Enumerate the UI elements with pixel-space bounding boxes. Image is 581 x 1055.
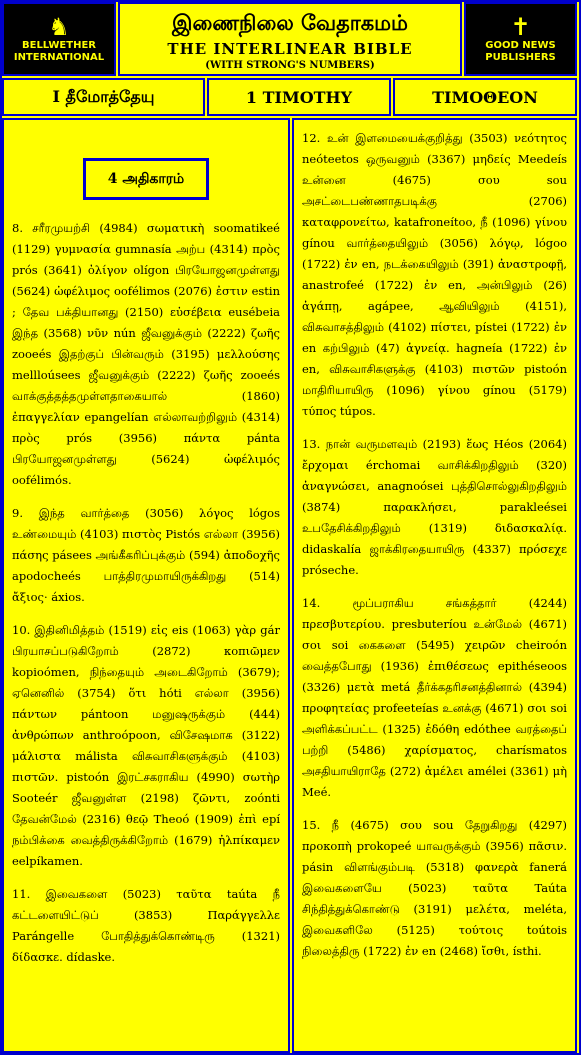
- cross-icon: ✝: [510, 13, 531, 41]
- verse-8: 8. சரீரமுயற்சி (4984) σωματικὴ soomatikeé (1129) γυμνασία gumnasía அற்ப (4314) πρὸς prós (3641) ὀλίγον olígon பிரயோஜனமுள்ளது (5624) ὠφέλιμος oofélimos (2076) ἐστιν estin ; தேவ பக்தியானது (2150) εὐσέβεια eusébeia இந்த (3568) νῦν nún ஜீவனுக்கும் (2222) ζωῆς zooeés இதற்குப் பின்வரும் (3195) μελλούσης mellloúsees ஜீவனுக்கும் (2222) ζωῆς zooeés வாக்குத்தத்தமுள்ளதாகையால் (1860) ἐπαγγελίαν epangelían எல்லாவற்றிலும் (4314) πρὸς prós (3956) πάντα pánta பிரயோஜனமுள்ளது (5624) ὠφέλιμός oofélimós.: [12, 221, 280, 487]
- verse-15: 15. நீ (4675) σου sou தேறுகிறது (4297) προκοπὴ prokopeé யாவருக்கும் (3956) πᾶσιν. pásin விளங்கும்படி (5318) φανερὰ fanerá இவைகளையே (5023) ταῦτα Taúta சிந்தித்துக்கொண்டு (3191) μελέτα, meléta, இவைகளிலே (5125) τούτοις toútois நிலைத்திரு (1722) ἐν en (2468) ἴσθι, ísthi.: [302, 818, 567, 958]
- book-name-tamil: I தீமோத்தேயு: [2, 78, 205, 116]
- title-english: THE INTERLINEAR BIBLE: [167, 40, 413, 58]
- good-news-logo: [464, 2, 577, 76]
- verse-9: 9. இந்த வார்த்தை (3056) λόγος lógos உண்மையும் (4103) πιστὸς Pistós எல்லா (3956) πάσης pásees அங்கீகரிப்புக்கும் (594) ἀποδοχῆς apodocheés பாத்திரமுமாயிருக்கிறது (514) ἄξιος· áxios.: [12, 506, 280, 604]
- title-subtitle: (WITH STRONG'S NUMBERS): [205, 60, 375, 71]
- left-column: [2, 118, 290, 1053]
- title-box: [118, 2, 462, 76]
- verse-13: 13. நான் வருமளவும் (2193) ἕως Héos (2064) ἔρχομαι érchomai வாசிக்கிறதிலும் (320) ἀναγνώσει, anagnoósei புத்திசொல்லுகிறதிலும் (3874) παρακλήσει, parakleései உபதேசிக்கிறதிலும் (1319) διδασκαλίᾳ. didaskalía ஜாக்கிரதையாயிரு (4337) πρόσεχε próseche.: [302, 437, 567, 577]
- verse-10: 10. இதினிமித்தம் (1519) εἰς eis (1063) γὰρ gár பிரயாசப்படுகிறோம் (2872) κοπιῶμεν kopioómen, நிந்தையும் அடைகிறோம் (3679); ஏனெனில் (3754) ὅτι hóti எல்லா (3956) πάντων pántoon மனுஷருக்கும் (444) ἀνθρώπων anthroópoon, விசேஷமாக (3122) μάλιστα málista விசுவாசிகளுக்கும் (4103) πιστῶν. pistoón இரட்சகராகிய (4990) σωτὴρ Sooteér ஜீவனுள்ள (2198) ζῶντι, zoónti தேவன்மேல் (2316) θεῷ Theoó (1909) ἐπὶ epí நம்பிக்கை வைத்திருக்கிறோம் (1679) ἠλπίκαμεν eelpíkamen.: [12, 623, 280, 868]
- ram-icon: ♞: [48, 13, 70, 41]
- logo-line-1: GOOD NEWS: [485, 40, 556, 51]
- title-tamil: இணைநிலை வேதாகமம்: [172, 10, 408, 35]
- verse-12: 12. உன் இளமையைக்குறித்து (3503) νεότητος neóteetos ஒருவனும் (3367) μηδείς Meedeís உன்னை (4675) σου sou அசட்டைபண்ணாதபடிக்கு (2706) καταφρονείτω, katafroneítoo, நீ (1096) γίνου gínou வார்த்தையிலும் (3056) λόγῳ, lógoo (1722) ἐν en, நடக்கையிலும் (391) ἀναστροφῇ, anastrofeé (1722) ἐν en, அன்பிலும் (26) ἀγάπῃ, agápee, ஆவியிலும் (4151), விசுவாசத்திலும் (4102) πίστει, pístei (1722) ἐν en கற்பிலும் (47) ἁγνείᾳ. hagneía (1722) ἐν en, விசுவாசிகளுக்கு (4103) πιστῶν pistoón மாதிரியாயிரு (1096) γίνου gínou (5179) τύπος túpos.: [302, 131, 567, 418]
- book-name-greek: TIMOΘEON: [393, 78, 577, 116]
- logo-line-1: BELLWETHER: [21, 40, 96, 51]
- logo-line-2: PUBLISHERS: [485, 52, 556, 63]
- book-name-english: 1 TIMOTHY: [207, 78, 391, 116]
- right-column: [292, 118, 577, 1053]
- verse-11: 11. இவைகளை (5023) ταῦτα taúta நீ கட்டளையிட்டுப் (3853) Παράγγελλε Parángelle போதித்துக்கொண்டிரு (1321) δίδασκε. dídaske.: [12, 887, 280, 964]
- bellwether-logo: [2, 2, 116, 76]
- chapter-label: 4 அதிகாரம்: [83, 158, 209, 200]
- logo-line-2: INTERNATIONAL: [13, 52, 105, 63]
- verse-14: 14. மூப்பராகிய சங்கத்தார் (4244) πρεσβυτερίου. presbuteríou உன்மேல் (4671) σοι soi கைகளை (5495) χειρῶν cheiroón வைத்தபோது (1936) ἐπιθέσεως epithéseoos (3326) μετὰ metá தீர்க்கதரிசனத்தினால் (4394) προφητείας profeeteías உனக்கு (4671) σοι soi அளிக்கப்பட்ட (1325) ἐδόθη edóthee வரத்தைப் பற்றி (5486) χαρίσματος, charísmatos அசதியாயிராதே (272) ἀμέλει amélei (3361) μὴ Meé.: [302, 596, 567, 799]
